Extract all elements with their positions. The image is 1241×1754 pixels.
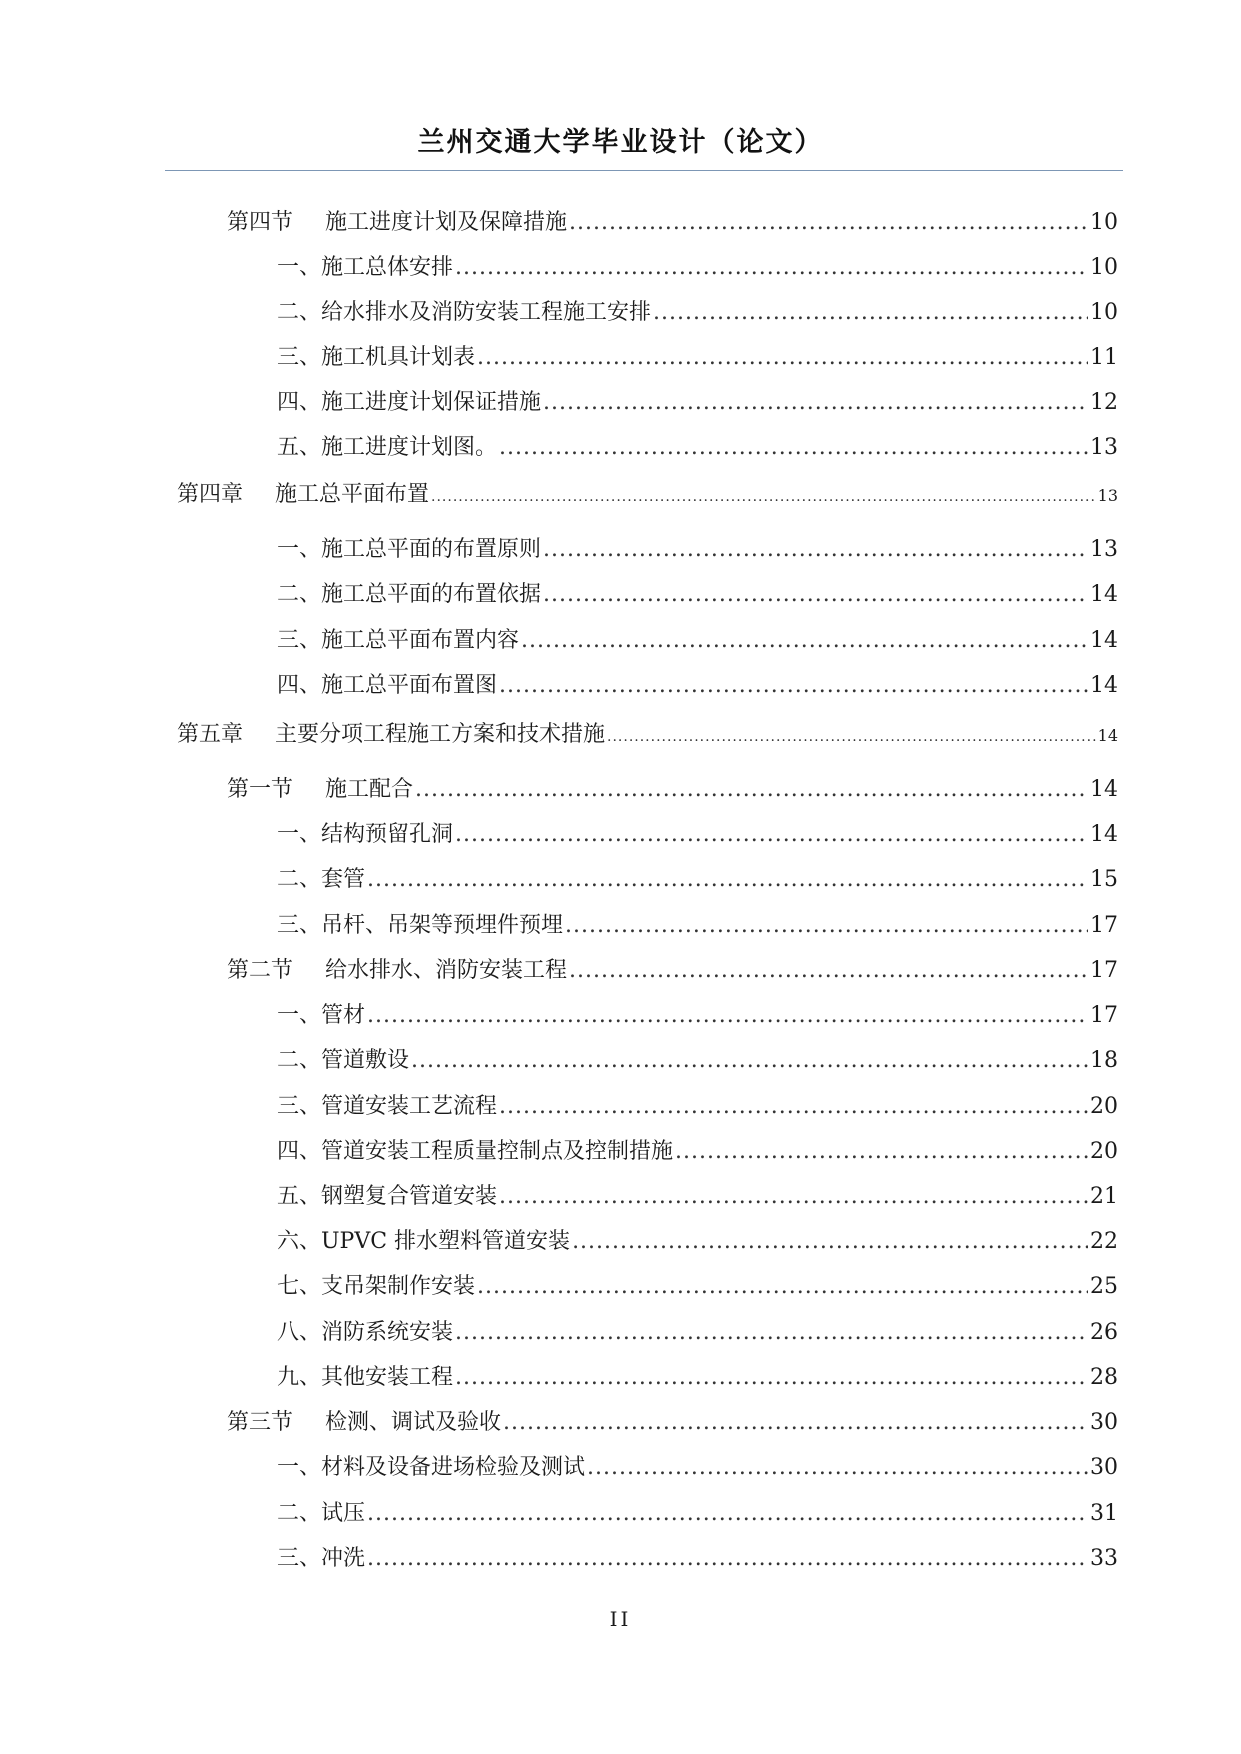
page-number: II: [609, 1607, 632, 1631]
toc-entry-label: 三、施工机具计划表: [277, 345, 476, 370]
toc-entry-label: 四、施工总平面布置图: [277, 673, 498, 698]
toc-dot-leader: [499, 1092, 1088, 1122]
toc-dot-leader: [455, 1318, 1088, 1348]
toc-entry-page-number: 14: [1090, 777, 1118, 802]
toc-dot-leader: [521, 626, 1088, 656]
toc-dot-leader: [543, 535, 1088, 565]
toc-dot-leader: [477, 343, 1088, 373]
toc-entry-page-number: 13: [1090, 537, 1118, 562]
toc-dot-leader: [607, 720, 1096, 752]
toc-dot-leader: [431, 480, 1096, 512]
header-divider: [165, 170, 1123, 171]
toc-entry-page-number: 20: [1090, 1139, 1118, 1164]
toc-dot-leader: [499, 433, 1088, 463]
toc-entry-page-number: 25: [1090, 1274, 1118, 1299]
toc-entry-label: 二、给水排水及消防安装工程施工安排: [277, 300, 652, 325]
toc-entry-label: 九、其他安装工程: [277, 1365, 454, 1390]
toc-entry-number: 第二节: [227, 958, 294, 983]
toc-entry-item[interactable]: [277, 298, 1118, 328]
toc-entry-page-number: 30: [1090, 1410, 1118, 1435]
toc-entry-number: 第三节: [227, 1410, 294, 1435]
toc-entry-section[interactable]: [227, 775, 1118, 805]
toc-entry-chapter[interactable]: [177, 480, 1118, 510]
toc-entry-item[interactable]: [277, 580, 1118, 610]
toc-entry-page-number: 31: [1090, 1501, 1118, 1526]
toc-entry-item[interactable]: [277, 1544, 1118, 1574]
toc-dot-leader: [565, 911, 1088, 941]
toc-entry-page-number: 11: [1090, 345, 1118, 370]
toc-entry-label: 五、施工进度计划图。: [277, 435, 498, 460]
toc-entry-number: 第四章: [177, 482, 244, 507]
toc-entry-page-number: 10: [1090, 255, 1118, 280]
toc-entry-item[interactable]: [277, 1272, 1118, 1302]
toc-entry-label: 一、结构预留孔洞: [277, 822, 454, 847]
toc-entry-page-number: 18: [1090, 1048, 1118, 1073]
toc-entry-page-number: 21: [1090, 1184, 1118, 1209]
toc-entry-label: 一、施工总体安排: [277, 255, 454, 280]
toc-entry-page-number: 15: [1090, 867, 1118, 892]
toc-entry-page-number: 14: [1090, 673, 1118, 698]
toc-entry-page-number: 30: [1090, 1455, 1118, 1480]
toc-entry-section[interactable]: [227, 208, 1118, 238]
toc-dot-leader: [569, 208, 1088, 238]
toc-entry-page-number: 33: [1090, 1546, 1118, 1571]
toc-entry-page-number: 14: [1090, 628, 1118, 653]
toc-entry-page-number: 22: [1090, 1229, 1118, 1254]
toc-entry-item[interactable]: [277, 433, 1118, 463]
toc-dot-leader: [572, 1227, 1088, 1257]
toc-entry-item[interactable]: [277, 820, 1118, 850]
toc-entry-label: 三、冲洗: [277, 1546, 366, 1571]
toc-entry-label: 三、管道安装工艺流程: [277, 1094, 498, 1119]
toc-entry-number: 第四节: [227, 210, 294, 235]
toc-dot-leader: [367, 1544, 1088, 1574]
toc-dot-leader: [367, 865, 1088, 895]
toc-entry-item[interactable]: [277, 343, 1118, 373]
toc-dot-leader: [675, 1137, 1088, 1167]
toc-entry-label: 一、施工总平面的布置原则: [277, 537, 542, 562]
toc-entry-label: 二、管道敷设: [277, 1048, 410, 1073]
toc-entry-label: 检测、调试及验收: [325, 1410, 502, 1435]
toc-entry-item[interactable]: [277, 1001, 1118, 1031]
toc-entry-page-number: 20: [1090, 1094, 1118, 1119]
toc-entry-label: 三、吊杆、吊架等预埋件预埋: [277, 913, 564, 938]
toc-dot-leader: [455, 1363, 1088, 1393]
toc-entry-item[interactable]: [277, 1453, 1118, 1483]
toc-entry-section[interactable]: [227, 956, 1118, 986]
toc-entry-page-number: 13: [1090, 435, 1118, 460]
toc-entry-item[interactable]: [277, 1499, 1118, 1529]
toc-entry-item[interactable]: [277, 1182, 1118, 1212]
toc-entry-item[interactable]: [277, 1318, 1118, 1348]
toc-dot-leader: [455, 253, 1088, 283]
toc-entry-page-number: 10: [1090, 300, 1118, 325]
toc-entry-page-number: 13: [1097, 486, 1118, 505]
toc-dot-leader: [367, 1499, 1088, 1529]
toc-entry-label: 三、施工总平面布置内容: [277, 628, 520, 653]
toc-dot-leader: [411, 1046, 1088, 1076]
toc-entry-label: 八、消防系统安装: [277, 1320, 454, 1345]
toc-entry-page-number: 17: [1090, 1003, 1118, 1028]
toc-dot-leader: [499, 671, 1088, 701]
toc-entry-page-number: 12: [1090, 390, 1118, 415]
toc-entry-label: 四、施工进度计划保证措施: [277, 390, 542, 415]
toc-entry-item[interactable]: [277, 253, 1118, 283]
toc-entry-label: 一、管材: [277, 1003, 366, 1028]
toc-dot-leader: [499, 1182, 1088, 1212]
toc-dot-leader: [543, 388, 1088, 418]
toc-entry-label: 二、施工总平面的布置依据: [277, 582, 542, 607]
toc-dot-leader: [543, 580, 1088, 610]
toc-dot-leader: [653, 298, 1088, 328]
toc-entry-item[interactable]: [277, 865, 1118, 895]
toc-entry-section[interactable]: [227, 1408, 1118, 1438]
toc-entry-item[interactable]: [277, 671, 1118, 701]
toc-dot-leader: [415, 775, 1088, 805]
toc-dot-leader: [503, 1408, 1088, 1438]
toc-entry-chapter[interactable]: [177, 720, 1118, 750]
toc-entry-number: 第一节: [227, 777, 294, 802]
toc-entry-item[interactable]: [277, 1046, 1118, 1076]
toc-entry-item[interactable]: [277, 626, 1118, 656]
toc-entry-item[interactable]: [277, 1137, 1118, 1167]
toc-entry-label: 给水排水、消防安装工程: [325, 958, 568, 983]
toc-entry-item[interactable]: [277, 388, 1118, 418]
toc-entry-label: 二、试压: [277, 1501, 366, 1526]
toc-entry-item[interactable]: [277, 1227, 1118, 1257]
toc-entry-label: 主要分项工程施工方案和技术措施: [275, 722, 606, 747]
toc-dot-leader: [477, 1272, 1088, 1302]
toc-dot-leader: [455, 820, 1088, 850]
toc-entry-label: 五、钢塑复合管道安装: [277, 1184, 498, 1209]
toc-entry-label: 七、支吊架制作安装: [277, 1274, 476, 1299]
toc-entry-page-number: 26: [1090, 1320, 1118, 1345]
toc-entry-page-number: 10: [1090, 210, 1118, 235]
toc-entry-label: 二、套管: [277, 867, 366, 892]
toc-entry-label: 六、UPVC 排水塑料管道安装: [277, 1229, 571, 1254]
toc-entry-item[interactable]: [277, 911, 1118, 941]
toc-dot-leader: [367, 1001, 1088, 1031]
toc-dot-leader: [587, 1453, 1088, 1483]
toc-entry-label: 施工进度计划及保障措施: [325, 210, 568, 235]
toc-entry-page-number: 14: [1090, 582, 1118, 607]
toc-entry-label: 施工配合: [325, 777, 414, 802]
toc-entry-label: 一、材料及设备进场检验及测试: [277, 1455, 586, 1480]
toc-entry-page-number: 28: [1090, 1365, 1118, 1390]
toc-entry-label: 施工总平面布置: [275, 482, 430, 507]
toc-entry-label: 四、管道安装工程质量控制点及控制措施: [277, 1139, 674, 1164]
page-header-title: 兰州交通大学毕业设计（论文）: [417, 127, 824, 158]
toc-entry-page-number: 14: [1097, 726, 1118, 745]
toc-entry-page-number: 17: [1090, 958, 1118, 983]
toc-entry-page-number: 14: [1090, 822, 1118, 847]
toc-entry-item[interactable]: [277, 1363, 1118, 1393]
toc-entry-item[interactable]: [277, 1092, 1118, 1122]
toc-entry-item[interactable]: [277, 535, 1118, 565]
toc-entry-page-number: 17: [1090, 913, 1118, 938]
toc-dot-leader: [569, 956, 1088, 986]
toc-entry-number: 第五章: [177, 722, 244, 747]
